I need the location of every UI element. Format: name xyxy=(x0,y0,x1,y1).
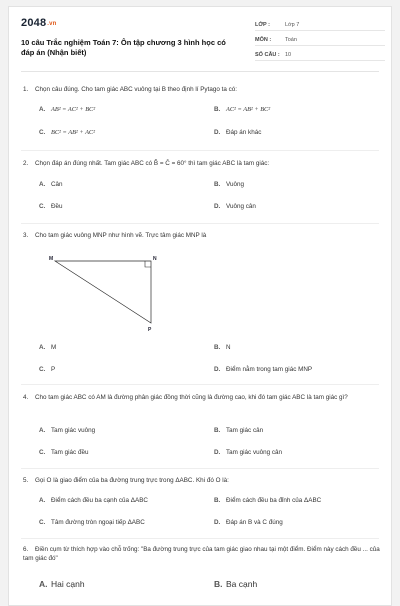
logo-text: 2048 xyxy=(21,17,47,29)
option-d[interactable] xyxy=(214,519,283,526)
logo-suffix: .vn xyxy=(47,21,57,27)
question-text: Cho tam giác vuông MNP như hình vẽ. Trực tâm giác MNP là xyxy=(35,232,207,239)
option-c[interactable] xyxy=(39,519,145,526)
meta-row-subject xyxy=(255,34,385,46)
option-label: C. xyxy=(39,203,46,210)
option-a[interactable] xyxy=(39,427,95,434)
option-a[interactable] xyxy=(39,106,95,113)
option-d[interactable] xyxy=(214,366,312,373)
option-text: Hai cạnh xyxy=(51,579,85,589)
option-text: Ba cạnh xyxy=(226,579,258,589)
option-label: D. xyxy=(214,519,221,526)
option-label: B. xyxy=(214,427,221,434)
question-divider xyxy=(21,384,379,385)
option-c[interactable] xyxy=(39,203,63,210)
question-1 xyxy=(23,85,383,94)
option-label: D. xyxy=(214,129,221,136)
question-number: 2. xyxy=(23,160,29,167)
option-a[interactable] xyxy=(39,579,85,589)
option-label: C. xyxy=(39,129,46,136)
question-text: Chọn câu đúng. Cho tam giác ABC vuông tại B theo định lí Pytago ta có: xyxy=(35,86,237,93)
option-label: C. xyxy=(39,366,46,373)
option-d[interactable] xyxy=(214,449,282,456)
option-text: Tâm đường tròn ngoại tiếp ΔABC xyxy=(51,519,145,526)
option-label: B. xyxy=(214,579,223,589)
question-number: 5. xyxy=(23,477,29,484)
meta-row-class xyxy=(255,19,385,31)
option-label: A. xyxy=(39,497,46,504)
option-label: A. xyxy=(39,344,46,351)
option-label: A. xyxy=(39,579,48,589)
option-b[interactable] xyxy=(214,106,270,113)
question-text: Chọn đáp án đúng nhất. Tam giác ABC có B̂ = Ĉ = 60° thì tam giác ABC là tam giác: xyxy=(35,160,270,167)
question-number: 1. xyxy=(23,86,29,93)
triangle-figure xyxy=(49,255,169,335)
option-text: Điểm nằm trong tam giác MNP xyxy=(226,366,313,373)
question-text: Gọi O là giao điểm của ba đường trung trực trong ΔABC. Khi đó O là: xyxy=(35,477,229,484)
question-number: 3. xyxy=(23,232,29,239)
option-a[interactable] xyxy=(39,344,56,351)
option-text: Điểm cách đều ba cạnh của ΔABC xyxy=(51,497,148,504)
question-text: Điền cụm từ thích hợp vào chỗ trống: "Ba đường trung trực của tam giác giao nhau tại một điểm. Điểm này cách đều ... của tam giác đó" xyxy=(23,546,380,562)
option-text: Tam giác cân xyxy=(226,427,264,434)
question-5 xyxy=(23,476,383,485)
option-text: N xyxy=(226,344,231,351)
option-d[interactable] xyxy=(214,203,256,210)
question-divider xyxy=(21,150,379,151)
question-number: 6. xyxy=(23,546,29,553)
option-text: BC² = AB² + AC² xyxy=(51,129,96,136)
option-label: C. xyxy=(39,449,46,456)
option-label: A. xyxy=(39,181,46,188)
document-sheet xyxy=(8,6,392,606)
option-text: Đáp án khác xyxy=(226,129,262,136)
meta-label: MÔN : xyxy=(255,36,272,43)
option-text: Vuông cân xyxy=(226,203,256,210)
vertex-label-p: P xyxy=(148,327,152,333)
option-text: Tam giác vuông xyxy=(51,427,96,434)
question-divider xyxy=(21,468,379,469)
option-text: P xyxy=(51,366,56,373)
option-b[interactable] xyxy=(214,427,263,434)
right-angle-mark xyxy=(145,261,151,267)
question-number: 4. xyxy=(23,394,29,401)
question-divider xyxy=(21,538,379,539)
option-text: Vuông xyxy=(226,181,244,188)
option-text: Tam giác đều xyxy=(51,449,89,456)
option-label: C. xyxy=(39,519,46,526)
question-6 xyxy=(23,545,383,563)
option-label: D. xyxy=(214,449,221,456)
option-a[interactable] xyxy=(39,181,63,188)
meta-panel xyxy=(255,19,385,64)
meta-value: Toán xyxy=(285,36,297,43)
meta-label: SỐ CÂU : xyxy=(255,51,280,58)
question-divider xyxy=(21,223,379,224)
question-4 xyxy=(23,393,383,402)
option-label: B. xyxy=(214,106,221,113)
option-label: A. xyxy=(39,427,46,434)
meta-row-count xyxy=(255,49,385,61)
option-label: D. xyxy=(214,366,221,373)
header-divider xyxy=(21,71,379,72)
option-a[interactable] xyxy=(39,497,148,504)
option-text: Đáp án B và C đúng xyxy=(226,519,283,526)
option-text: AC² = AB² + BC² xyxy=(226,106,271,113)
option-c[interactable] xyxy=(39,449,88,456)
option-c[interactable] xyxy=(39,366,55,373)
meta-value: 10 xyxy=(285,51,292,58)
question-3 xyxy=(23,231,383,240)
option-label: B. xyxy=(214,344,221,351)
site-logo[interactable] xyxy=(21,17,57,29)
option-text: AB² = AC² + BC² xyxy=(51,106,96,113)
option-text: M xyxy=(51,344,57,351)
option-c[interactable] xyxy=(39,129,95,136)
option-b[interactable] xyxy=(214,579,257,589)
option-label: D. xyxy=(214,203,221,210)
question-text: Cho tam giác ABC có AM là đường phân giác đồng thời cũng là đường cao, khi đó tam giác ABC là tam giác gì? xyxy=(35,394,348,401)
vertex-label-m: M xyxy=(49,256,54,262)
option-text: Đều xyxy=(51,203,63,210)
option-text: Cân xyxy=(51,181,63,188)
option-b[interactable] xyxy=(214,181,244,188)
meta-label: LỚP : xyxy=(255,21,270,28)
option-d[interactable] xyxy=(214,129,261,136)
option-label: B. xyxy=(214,181,221,188)
option-label: A. xyxy=(39,106,46,113)
page-title: 10 câu Trắc nghiệm Toán 7: Ôn tập chương 3 hình học có đáp án (Nhận biết) xyxy=(21,38,226,57)
option-text: Tam giác vuông cân xyxy=(226,449,283,456)
vertex-label-n: N xyxy=(153,256,157,262)
triangle-mnp xyxy=(55,261,151,323)
option-label: B. xyxy=(214,497,221,504)
option-text: Điểm cách đều ba đỉnh của ΔABC xyxy=(226,497,322,504)
option-b[interactable] xyxy=(214,344,231,351)
option-b[interactable] xyxy=(214,497,321,504)
meta-value: Lớp 7 xyxy=(285,21,300,28)
question-2 xyxy=(23,159,383,168)
